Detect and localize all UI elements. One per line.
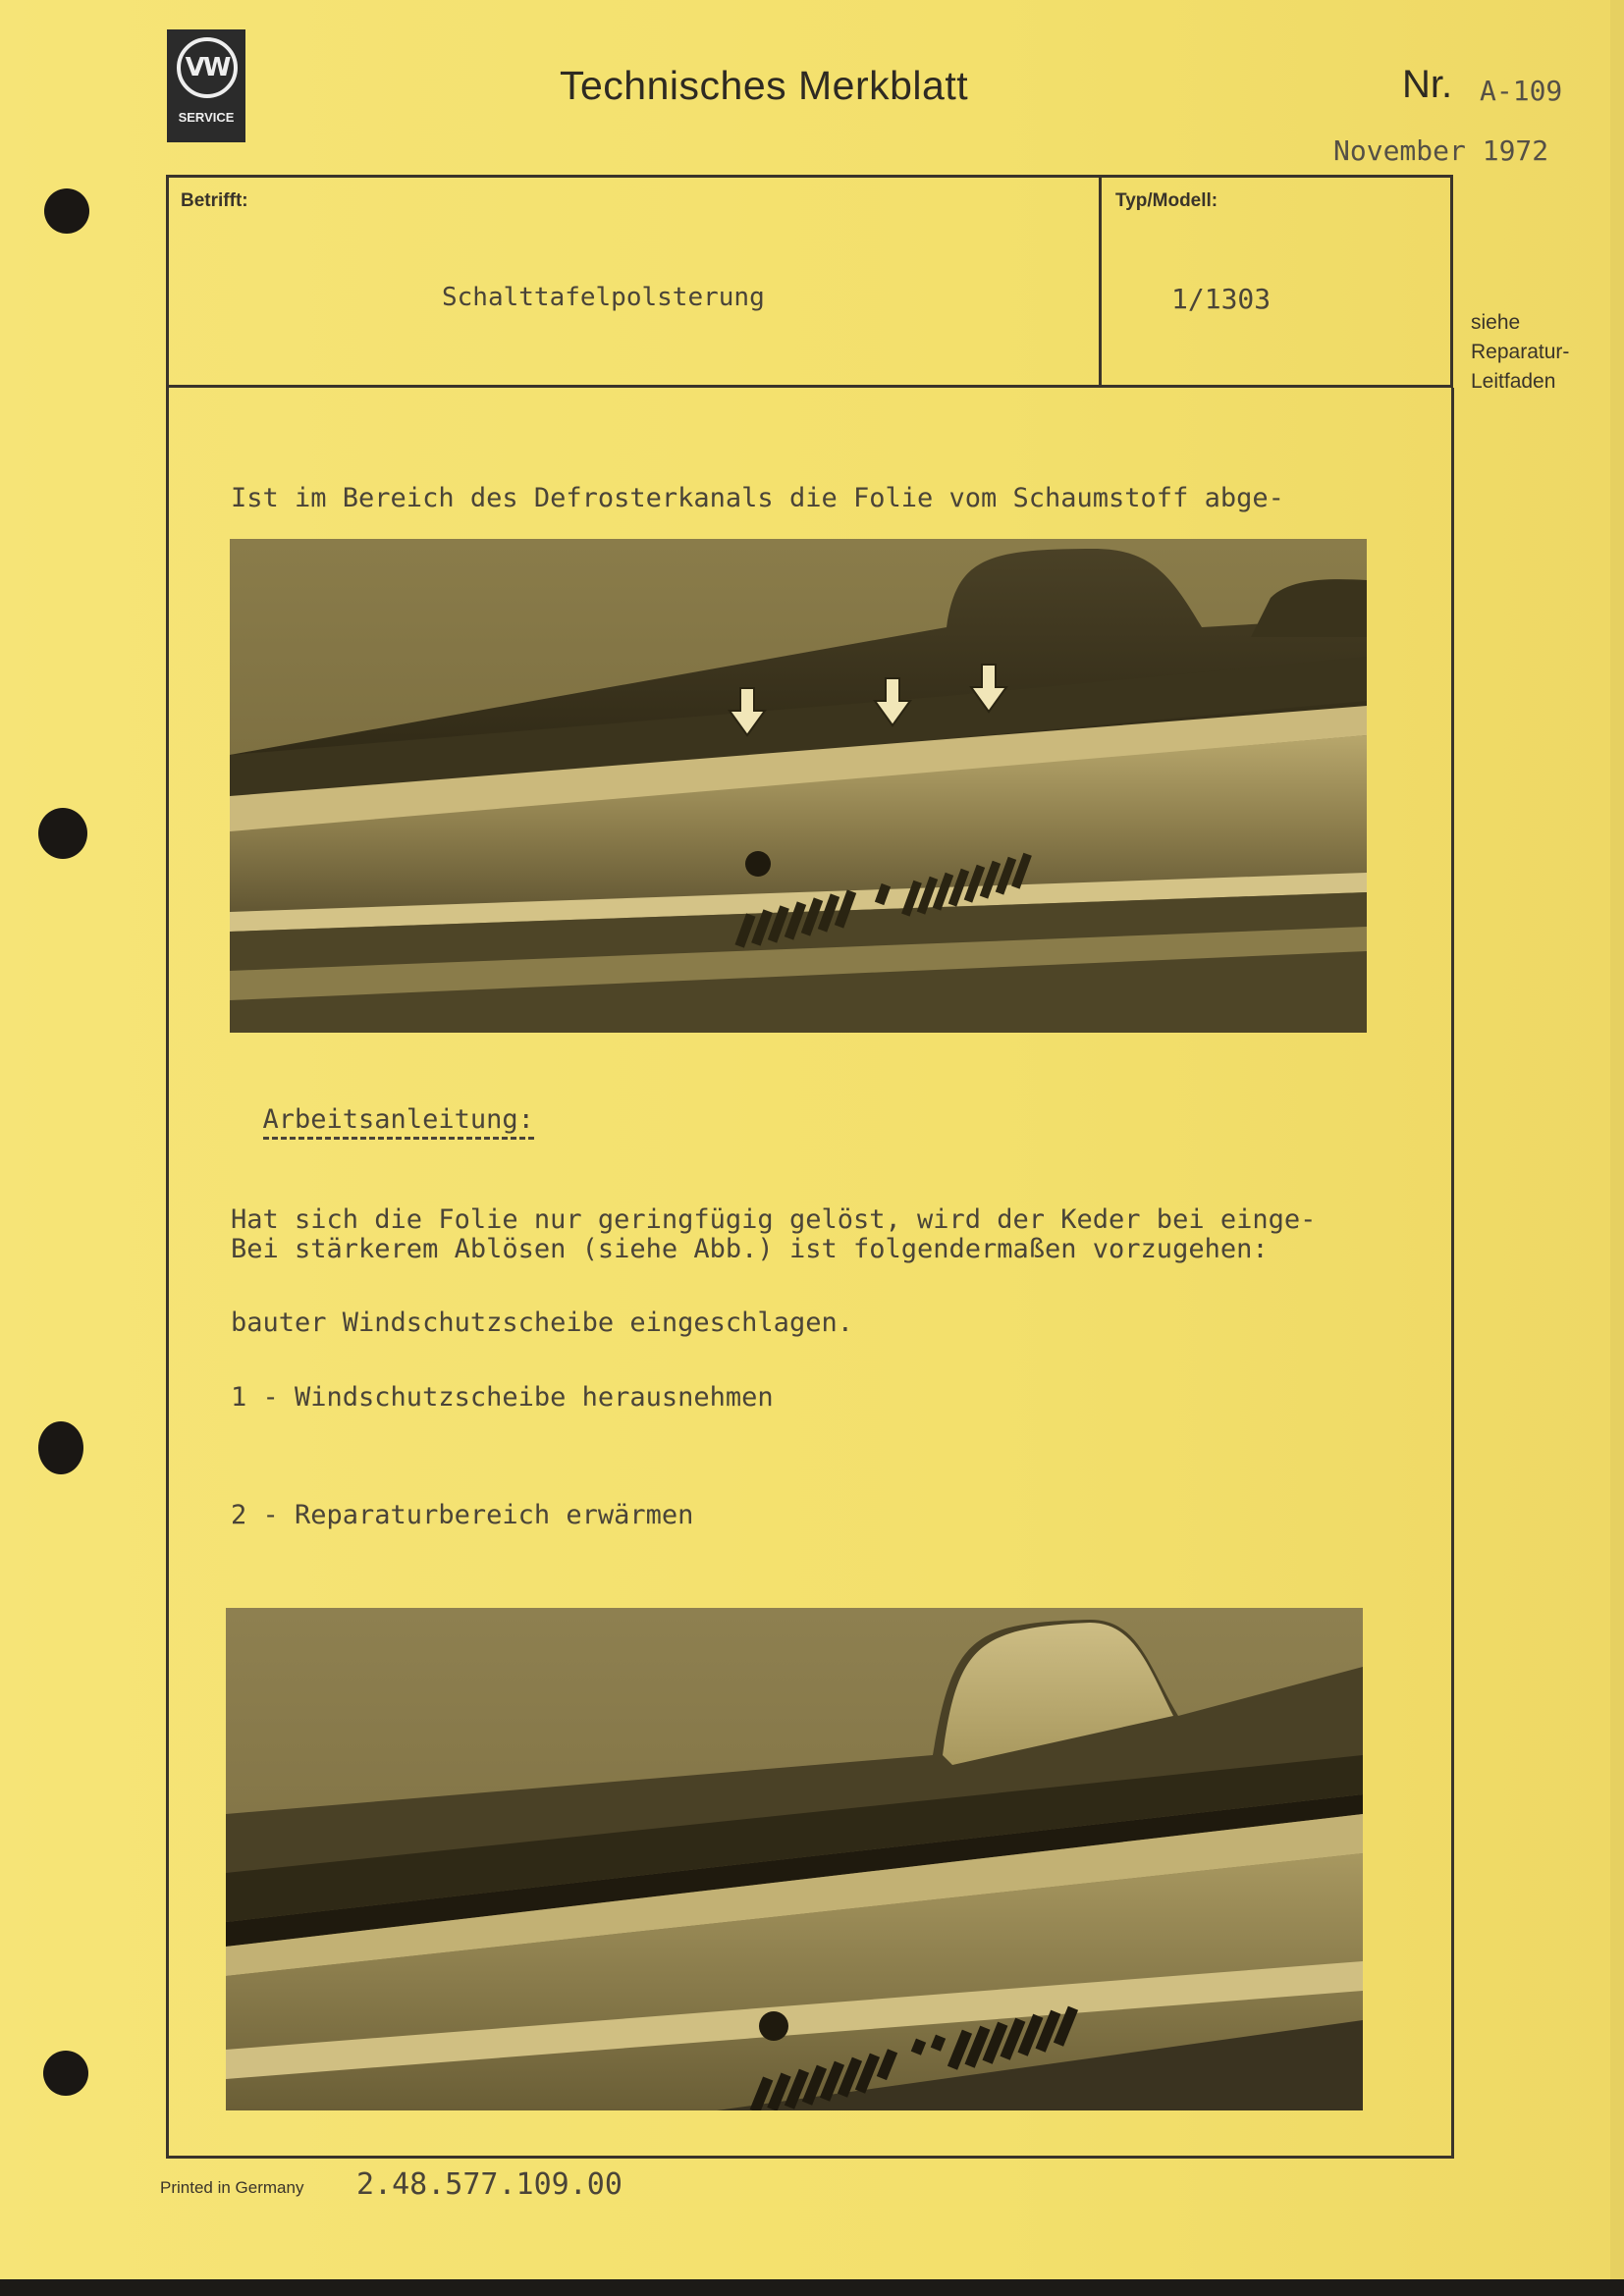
photo-repaired-dashboard [226,1608,1363,2110]
instructions-heading-text: Arbeitsanleitung: [263,1104,534,1140]
body-frame-right [1451,388,1454,2158]
logo-text: SERVICE [178,110,235,125]
document-title: Technisches Merkblatt [560,63,969,108]
punch-hole [43,2051,88,2096]
body-frame-bottom [166,2156,1454,2159]
intro-line: Ist im Bereich des Defrosterkanals die Folie vom Schaumstoff abge- [231,483,1284,513]
paragraph-line: Hat sich die Folie nur geringfügig gelöst, wird der Keder bei einge- [231,1204,1317,1235]
logo-mark: VW [185,53,230,82]
punch-hole [38,808,87,859]
subject-box-divider [1099,175,1102,388]
step-item: 2 - Reparaturbereich erwärmen [231,1500,694,1530]
document-number: 2.48.577.109.00 [356,2167,623,2202]
punch-hole [38,1421,83,1474]
paragraph-line: bauter Windschutzscheibe eingeschlagen. [231,1308,853,1338]
betrifft-label: Betrifft: [181,190,248,211]
page-edge-shadow [1610,0,1624,2296]
subject-box [166,175,1453,388]
number-value: A-109 [1480,75,1563,107]
side-note [1471,308,1569,397]
photo-damaged-dashboard [230,539,1367,1033]
subject-value: Schalttafelpolsterung [442,283,765,312]
side-note-line: Leitfaden [1471,370,1556,393]
instructions-paragraph-2: Bei stärkerem Ablösen (siehe Abb.) ist folgendermaßen vorzugehen: [231,1234,1269,1264]
side-note-line: siehe [1471,311,1521,334]
scan-bottom-edge [0,2279,1624,2296]
number-label: Nr. [1402,63,1453,106]
step-item: 1 - Windschutzscheibe herausnehmen [231,1382,774,1413]
vw-service-logo [167,29,245,142]
issue-date: November 1972 [1333,134,1549,167]
body-frame-left [166,388,169,2158]
vw-logo-icon [177,37,238,98]
printed-in-germany: Printed in Germany [160,2178,304,2197]
side-note-line: Reparatur- [1471,341,1570,363]
model-value: 1/1303 [1171,283,1272,315]
typ-modell-label: Typ/Modell: [1115,190,1218,211]
instructions-heading [231,1068,534,1137]
punch-hole [44,188,89,234]
